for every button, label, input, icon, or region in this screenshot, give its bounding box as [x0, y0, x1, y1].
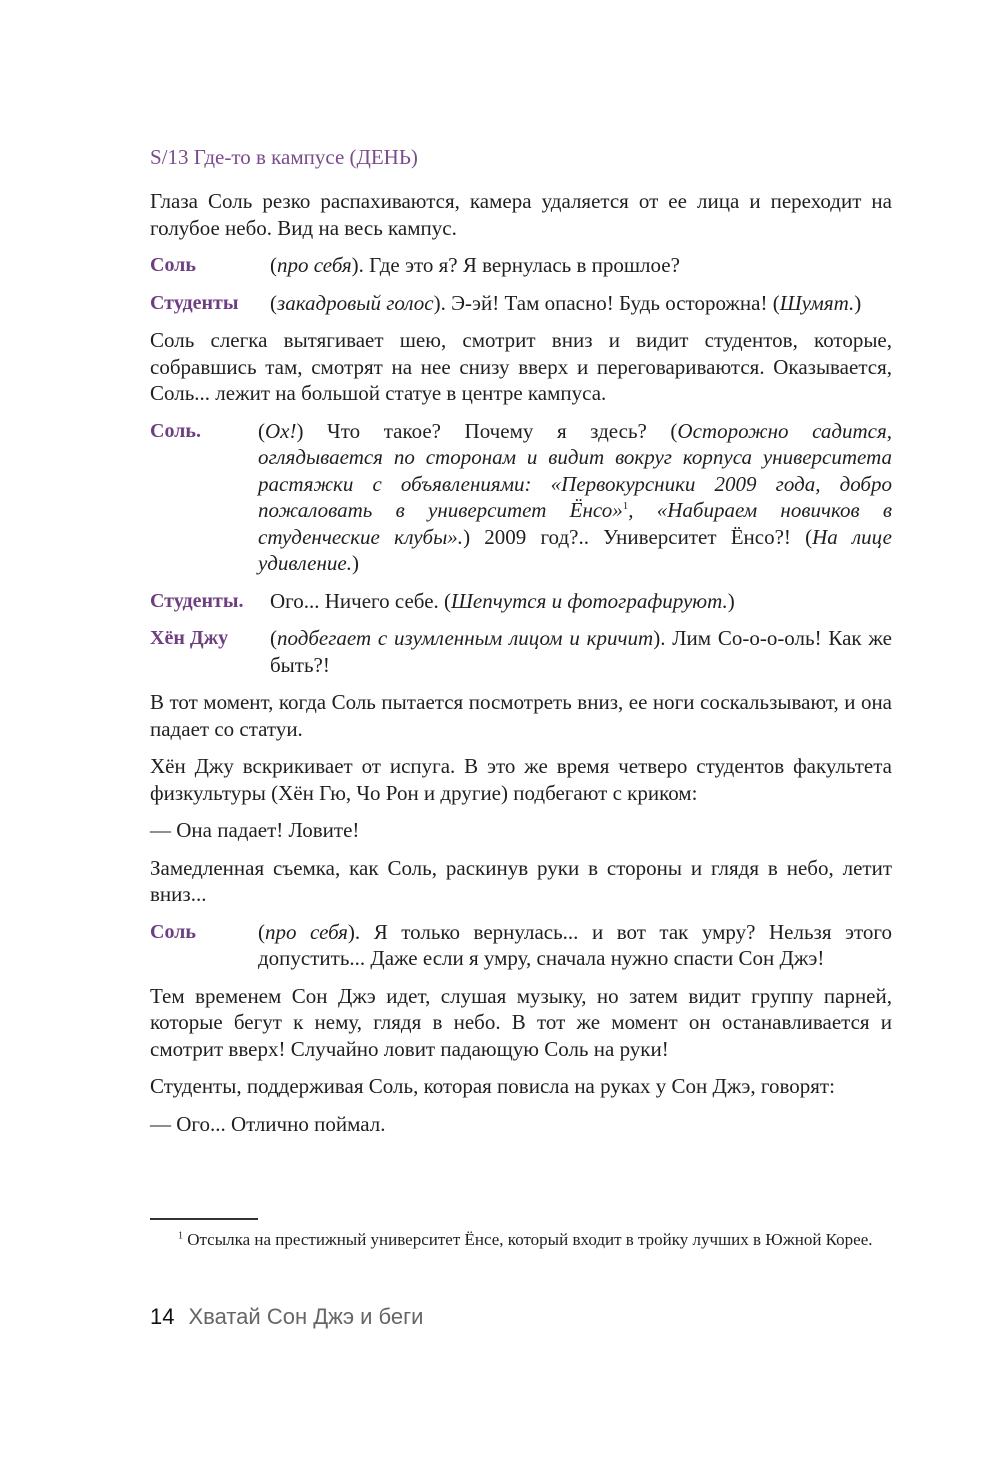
punctuation: )	[352, 551, 359, 575]
paragraph: Тем временем Сон Джэ идет, слушая музыку, но затем видит группу парней, которые бегут к нему, глядя в небо. В тот же момент он останавливается и смотрит вверх! Случайно ловит падающую Соль на руки!	[150, 983, 892, 1061]
dialogue-text: (подбегает с изумленным лицом и кричит). Лим Со-о-о-оль! Как же быть?!	[270, 626, 892, 677]
speech: Ого... Ничего себе. (	[270, 588, 452, 613]
page-number: 14	[150, 1304, 175, 1329]
stage-direction: про себя	[265, 919, 348, 944]
stage-direction: Осторожно садится, оглядывается по сторонам и видит вокруг корпуса университета растяжки с объявлениями: «Первокурсники 2009 года, добро пожаловать в университет Ёнсо»	[258, 418, 892, 522]
speaker-name: Студенты.	[150, 589, 244, 612]
paragraph: Соль слегка вытягивает шею, смотрит вниз и видит студентов, которые, собравшись там, смотрят на нее снизу вверх и переговариваются. Оказывается, Соль... лежит на большой статуе в центре кампуса.	[150, 328, 892, 405]
punctuation: )	[854, 290, 862, 315]
paragraph: — Она падает! Ловите!	[150, 818, 360, 842]
dialogue-line	[150, 625, 892, 678]
stage-direction: подбегает с изумленным лицом и кричит	[277, 626, 654, 650]
paragraph: Замедленная съемка, как Соль, раскинув руки в стороны и глядя в небо, летит вниз...	[150, 855, 892, 906]
footnote-number: 1	[178, 1230, 183, 1242]
stage-direction: , «Набираем новичков в студенческие клубы».	[258, 498, 893, 549]
speaker-name: Соль	[150, 254, 196, 276]
footnote	[150, 1228, 892, 1252]
paragraph: Хён Джу вскрикивает от испуга. В это же время четверо студентов факультета физкультуры (Хён Гю, Чо Рон и другие) подбегают с криком:	[150, 754, 892, 805]
dialogue-line	[150, 290, 892, 317]
paragraph: — Ого... Отлично поймал.	[150, 1111, 386, 1136]
stage-direction: про себя	[277, 253, 352, 277]
page-footer	[150, 1304, 423, 1330]
dialogue-text: (про себя). Где это я? Я вернулась в прошлое?	[270, 253, 680, 277]
dialogue-line	[150, 252, 892, 279]
speech: ). Я только вернулась... и вот так умру? Нельзя этого допустить... Даже если я умру, сначала нужно спасти Сон Джэ!	[258, 919, 893, 970]
paragraph: Глаза Соль резко распахиваются, камера удаляется от ее лица и переходит на голубое небо. Вид на весь кампус.	[150, 189, 892, 240]
paragraph: Студенты, поддерживая Соль, которая повисла на руках у Сон Джэ, говорят:	[150, 1074, 835, 1098]
footnote-text: Отсылка на престижный университет Ёнсе, который входит в тройку лучших в Южной Корее.	[183, 1230, 873, 1249]
dialogue-line	[150, 418, 892, 577]
speech: ). Э-эй! Там опасно! Будь осторожна! (	[433, 290, 780, 315]
speech: ). Лим Со-о-о-оль! Как же быть?!	[270, 626, 892, 677]
scene-heading: S/13 Где-то в кампусе (ДЕНЬ)	[150, 145, 418, 169]
dialogue-text: (закадровый голос). Э-эй! Там опасно! Будь осторожна! (Шумят.)	[270, 290, 862, 315]
stage-direction: Ох!	[265, 418, 297, 443]
dialogue-line	[150, 919, 892, 972]
speaker-name: Соль	[150, 920, 196, 943]
footnote-divider	[150, 1218, 258, 1220]
punctuation: )	[727, 588, 735, 613]
stage-direction: закадровый голос	[277, 290, 434, 315]
running-title: Хватай Сон Джэ и беги	[188, 1304, 424, 1329]
footnote-reference[interactable]: 1	[622, 500, 629, 512]
speaker-name: Хён Джу	[150, 627, 229, 649]
page-body	[150, 142, 892, 1148]
stage-direction: Шепчутся и фотографируют.	[451, 588, 728, 613]
speaker-name: Студенты	[150, 291, 239, 314]
speech: ) Что такое? Почему я здесь? (	[296, 418, 678, 443]
stage-direction: На лице удивление.	[258, 524, 892, 575]
stage-direction: Шумят.	[779, 290, 855, 315]
dialogue-text	[270, 588, 892, 615]
dialogue-line	[150, 588, 892, 615]
speech: ) 2009 год?.. Университет Ёнсо?! (	[463, 524, 813, 549]
speaker-name: Соль.	[150, 419, 201, 442]
paragraph: В тот момент, когда Соль пытается посмотреть вниз, ее ноги соскальзывают, и она падает со статуи.	[150, 690, 892, 741]
speech: ). Где это я? Я вернулась в прошлое?	[351, 253, 680, 277]
dialogue-text: (про себя). Я только вернулась... и вот так умру? Нельзя этого допустить... Даже если я умру, сначала нужно спасти Сон Джэ!	[258, 919, 893, 970]
dialogue-text: (Ох!) Что такое? Почему я здесь? (Осторожно садится, оглядывается по сторонам и видит вокруг корпуса университета растяжки с объявлениями: «Первокурсники 2009 года, добро пожаловать в университет Ёнсо»$^1$, «Набираем новичков в студенческие клубы».) 2009 год?.. Университет Ёнсо?! (На лице удивление.)	[258, 418, 893, 575]
